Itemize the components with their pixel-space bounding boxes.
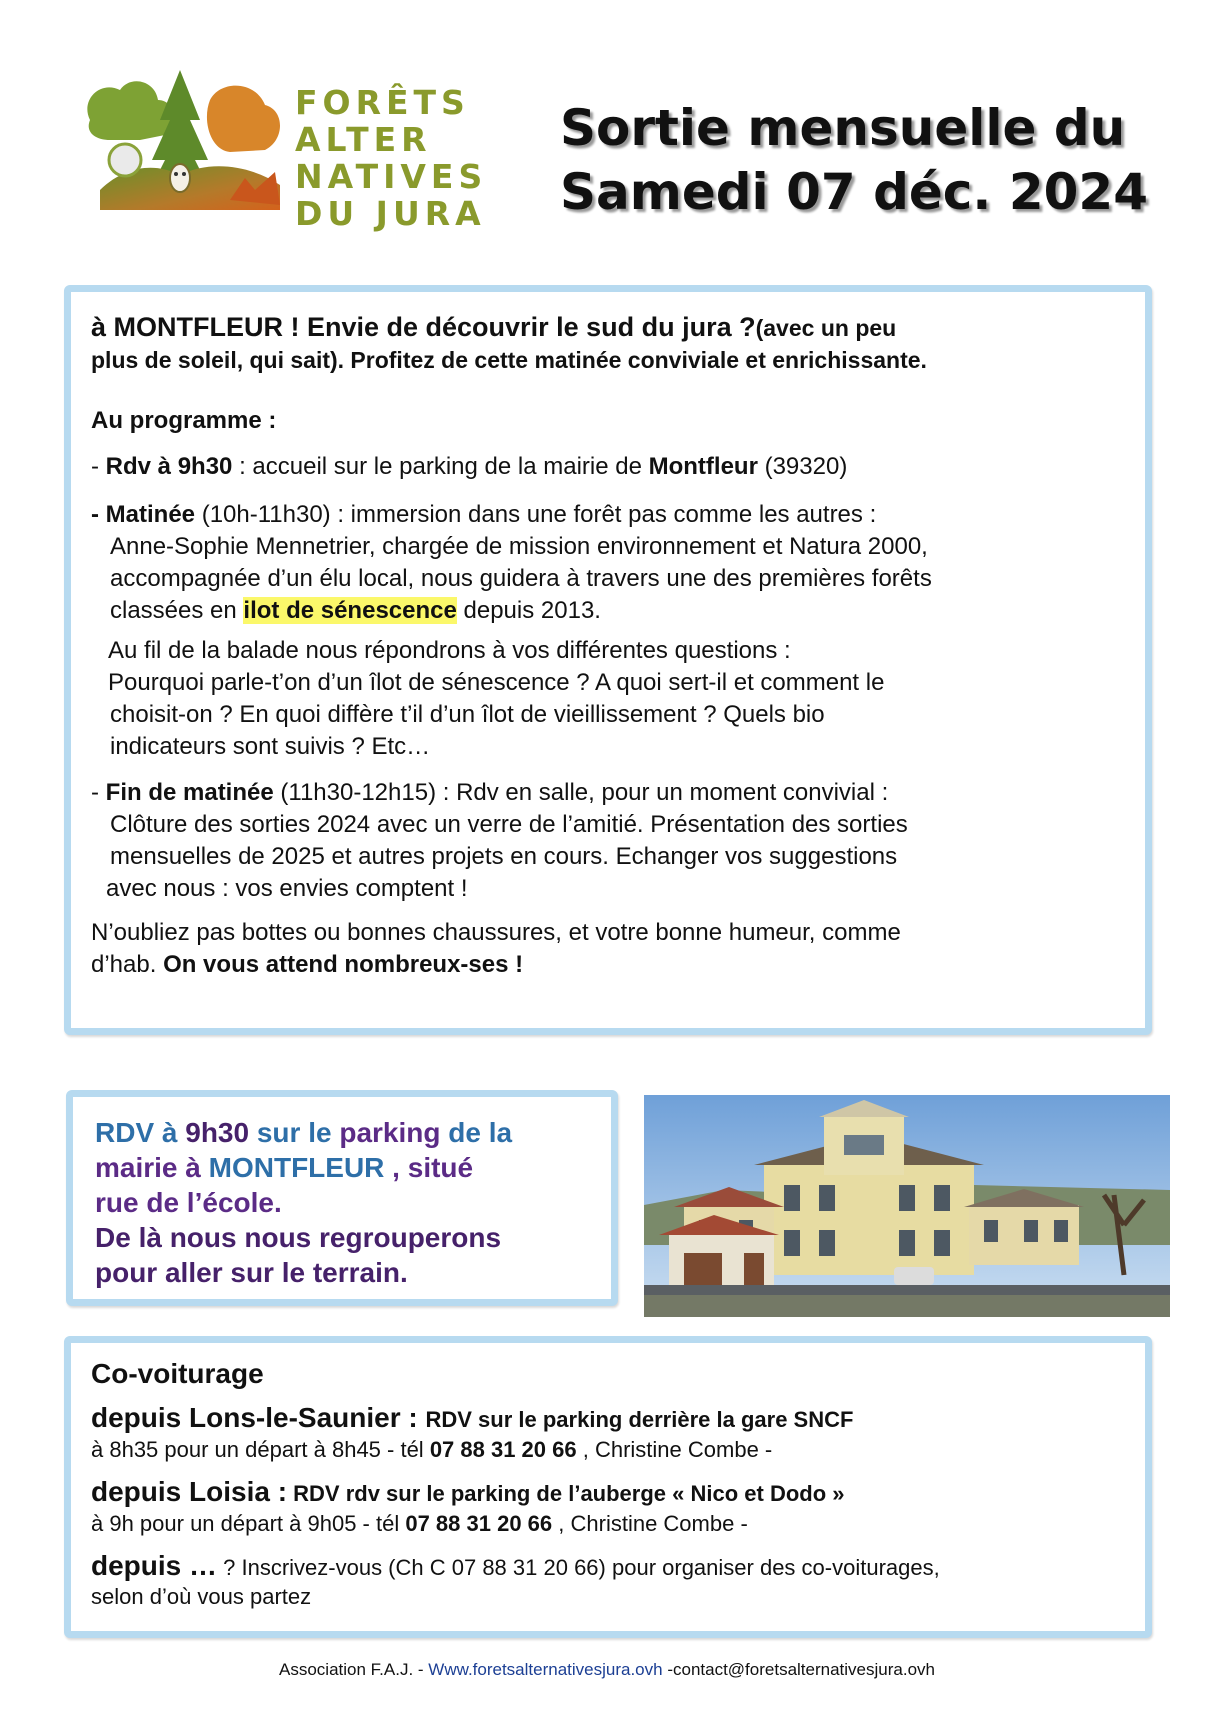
bullet-dash: - <box>91 501 106 528</box>
carpool-lons-rdv: RDV sur le parking derrière la gare SNCF <box>425 1407 854 1432</box>
rdv-place: Montfleur <box>648 453 758 480</box>
contact-email[interactable]: -contact@foretsalternativesjura.ovh <box>662 1660 935 1679</box>
mairie-photo <box>644 1095 1170 1317</box>
carpool-box <box>64 1336 1152 1638</box>
association-logo <box>80 60 488 233</box>
intro-line-2: plus de soleil, qui sait). Profitez de cette matinée conviviale et enrichissante. <box>91 347 927 373</box>
closing-bold: On vous attend nombreux-ses ! <box>163 951 524 978</box>
fin-line: avec nous : vos envies comptent ! <box>106 875 468 902</box>
title-line-2: Samedi 07 déc. 2024 <box>560 163 1148 221</box>
logo-line: FORÊTS <box>295 83 470 122</box>
forest-logo-icon <box>80 60 295 220</box>
matinee-line: Anne-Sophie Mennetrier, chargée de mission environnement et Natura 2000, <box>110 533 928 560</box>
rdv-line: rue de l’école. <box>95 1187 282 1218</box>
intro-bold: à MONTFLEUR ! Envie de découvrir le sud du jura ? <box>91 312 756 342</box>
meeting-point-text <box>95 1115 512 1290</box>
matinee-time: (10h-11h30) : immersion dans une forêt pas comme les autres : <box>195 501 877 528</box>
carpool-other-text: ? Inscrivez-vous (Ch C 07 88 31 20 66) pour organiser des co-voiturages, <box>217 1555 940 1580</box>
matinee-item <box>91 499 1131 763</box>
intro-small: (avec un peu <box>755 315 897 341</box>
programme-content <box>91 310 1131 981</box>
rdv-word: de la <box>440 1117 513 1148</box>
carpool-other-label: depuis … <box>91 1550 218 1581</box>
logo-line: DU JURA <box>295 194 486 233</box>
carpool-loisia-detail: à 9h pour un départ à 9h05 - tél <box>91 1511 406 1536</box>
question-line: indicateurs sont suivis ? Etc… <box>110 733 431 760</box>
fin-line: Clôture des sorties 2024 avec un verre de l’amitié. Présentation des sorties <box>110 811 908 838</box>
carpool-content <box>91 1355 1131 1611</box>
matinee-text: depuis 2013. <box>456 597 601 624</box>
matinee-line <box>91 595 1131 627</box>
matinee-line: accompagnée d’un élu local, nous guidera à travers une des premières forêts <box>110 565 932 592</box>
intro-paragraph <box>91 310 1131 345</box>
question-line: Pourquoi parle-t’on d’un îlot de sénescence ? A quoi sert-il et comment le <box>108 669 885 696</box>
page-title <box>560 96 1200 224</box>
closing-line: N’oubliez pas bottes ou bonnes chaussures, et votre bonne humeur, comme <box>91 919 901 946</box>
fin-line: mensuelles de 2025 et autres projets en cours. Echanger vos suggestions <box>110 843 898 870</box>
logo-line: ALTER <box>295 120 432 159</box>
question-line: Au fil de la balade nous répondrons à vos différentes questions : <box>108 637 791 664</box>
rdv-word: , situé <box>384 1152 474 1183</box>
carpool-contact: , Christine Combe - <box>552 1511 748 1536</box>
closing-paragraph <box>91 917 1131 981</box>
carpool-lons-label: depuis Lons-le-Saunier <box>91 1402 401 1433</box>
carpool-loisia <box>91 1475 1131 1539</box>
carpool-contact: , Christine Combe - <box>576 1437 773 1462</box>
highlighted-term: ilot de sénescence <box>243 597 457 624</box>
meeting-point-box <box>66 1090 618 1306</box>
fin-label: Fin de matinée <box>105 779 274 806</box>
fin-time: (11h30-12h15) : Rdv en salle, pour un moment convivial : <box>273 779 889 806</box>
rdv-item <box>91 451 1131 483</box>
rdv-place: MONTFLEUR <box>208 1152 385 1183</box>
rdv-word: parking <box>339 1117 441 1148</box>
carpool-other <box>91 1549 1131 1611</box>
fin-item <box>91 777 1131 905</box>
rdv-time: 9h30 <box>185 1117 250 1148</box>
programme-heading: Au programme : <box>91 407 277 434</box>
programme-box <box>64 285 1152 1035</box>
rdv-word: RDV à <box>95 1117 186 1148</box>
rdv-postcode: (39320) <box>757 453 848 480</box>
carpool-heading: Co-voiturage <box>91 1358 264 1389</box>
matinee-text: classées en <box>110 597 244 624</box>
title-line-1: Sortie mensuelle du <box>560 99 1126 157</box>
matinee-label: Matinée <box>105 501 196 528</box>
separator: : <box>400 1402 426 1433</box>
rdv-line: De là nous nous regrouperons <box>95 1222 502 1253</box>
rdv-label: Rdv à 9h30 <box>105 453 233 480</box>
bullet-dash: - <box>91 779 106 806</box>
rdv-word: mairie à <box>95 1152 209 1183</box>
carpool-loisia-rdv: RDV rdv sur le parking de l’auberge « Nico et Dodo » <box>287 1481 845 1506</box>
footer <box>0 1660 1214 1680</box>
carpool-lons <box>91 1401 1131 1465</box>
rdv-word: sur le <box>249 1117 340 1148</box>
carpool-other-line: selon d’où vous partez <box>91 1584 312 1609</box>
town-hall-image-icon <box>644 1095 1170 1317</box>
carpool-lons-detail: à 8h35 pour un départ à 8h45 - tél <box>91 1437 430 1462</box>
website-link[interactable]: Www.foretsalternativesjura.ovh <box>428 1660 663 1679</box>
logo-wordmark <box>295 84 487 232</box>
rdv-line: pour aller sur le terrain. <box>95 1257 408 1288</box>
question-line: choisit-on ? En quoi diffère t’il d’un îlot de vieillissement ? Quels bio <box>110 701 825 728</box>
rdv-text: : accueil sur le parking de la mairie de <box>232 453 649 480</box>
bullet-dash: - <box>91 453 106 480</box>
closing-text: d’hab. <box>91 951 164 978</box>
footer-association: Association F.A.J. - <box>279 1660 429 1679</box>
carpool-loisia-label: depuis Loisia : <box>91 1476 288 1507</box>
phone-number: 07 88 31 20 66 <box>405 1511 553 1536</box>
phone-number: 07 88 31 20 66 <box>429 1437 577 1462</box>
logo-line: NATIVES <box>295 157 488 196</box>
